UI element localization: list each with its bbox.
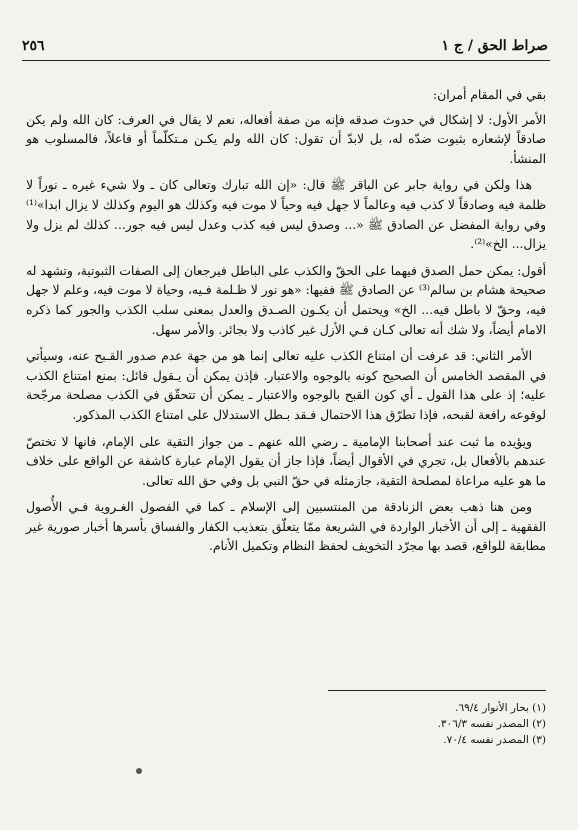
footnote-1: (١) بحار الأنوار ٦٩/٤. bbox=[455, 702, 546, 714]
paragraph-zanadiqa: ومن هنا ذهب بعض الزنادقة من المنتسبين إلى الإسلام ـ كما في الفصول الغـروية فـي الأُصول الفقهية ـ إلى أن الأخبار الواردة في الشريعة ممّا يتعلّق بتعذيب الكفار والفساق بأسرها أخبار صورية غير مطابقة للواقع، قصد بها مجرّد التخويف لحفظ النظام وتكميل الأنام. bbox=[26, 500, 546, 554]
page-number: ٢٥٦ bbox=[22, 38, 45, 54]
header-divider bbox=[22, 60, 550, 61]
paragraph-comment: أقول: يمكن حمل الصدق فيهما على الحقّ والكذب على الباطل فيرجعان إلى الصفات الثبوتية، وتشهد له صحيحة هشام بن سالم⁽³⁾ عن الصادق ﷺ ففيها: «هو نور لا ظـلمة فـيه، وحياة لا موت فيه، وعلم لا جهل فيه، وحقّ لا باطل فيه... الخ» ويحتمل أن يكـون الصـدق والعدل بمعنى سلب الكذب والجور كما ذكره الامام أيضاً، ولا شك أنه تعالى كـان فـي الأزل غير كاذب ولا بجائر. والأمر سهل. bbox=[26, 263, 546, 337]
paragraph-second-matter: الأمر الثاني: قد عرفت أن امتناع الكذب عليه تعالى إنما هو من جهة عدم صدور القـبح عنه، وسيأتي في المقصد الخامس أن الصحيح كونه بالوجوه والاعتبار. فإذن يمكن أن يـقول قائل: بمنع امتناع الكذب عليه؛ إذ على هذا القول ـ أي كون القبح بالوجوه والاعتبار ـ يمكن أن تتحقّق في الكذب مصلحة مرجّحة لوقوعه رافعة لقبحه، فإذا تطرّق هذا الاحتمال فـقد بـطل الاستدلال على امتناع الكذب المذكور. bbox=[26, 349, 546, 422]
body-text bbox=[26, 86, 546, 564]
paragraph-jabir-narration: هذا ولكن في رواية جابر عن الباقر ﷺ قال: «إن الله تبارك وتعالى كان ـ ولا شيء غيره ـ نوراً لا ظلمة فيه وصادقاً لا كذب فيه وعالماً لا جهل فيه وحياً لا موت فيه وكذلك هو اليوم وكذلك لا يزال ابدا»⁽¹⁾ وفي رواية المفضل عن الصادق ﷺ «... وصدق ليس فيه كذب وعدل ليس فيه جور... كذلك لم يزل ولا يزال... الخ»⁽²⁾. bbox=[26, 178, 546, 252]
stray-ink-mark bbox=[136, 768, 142, 774]
footnotes bbox=[246, 700, 546, 748]
footnote-3: (٣) المصدر نفسه ٧٠/٤. bbox=[443, 734, 546, 746]
paragraph-first-matter: الأمر الأول: لا إشكال في حدوث صدقه فإنه من صفة أفعاله، نعم لا يقال في العرف: كان الله ولم يكن صادقاً لإشعاره بثبوت ضدّه له، بل لابدّ أن تقول: كان الله ولم يكـن مـتكلّماً أو فاعلاً، فالمسلوب هو المنشأ. bbox=[26, 112, 546, 166]
footnote-divider bbox=[328, 690, 546, 691]
footnote-2: (٢) المصدر نفسه ٣٠٦/٣. bbox=[437, 718, 546, 730]
paragraph-taqiyya: ويؤيده ما ثبت عند أصحابنا الإمامية ـ رضي الله عنهم ـ من جواز التقية على الإمام، فانها لا تختصّ عندهم بالأفعال بل، تجري في الأقوال أيضاً، فإذا جاز أن يقول الإمام عبارة كاشفة عن الواقع على خلاف ما هو عليه مراعاة لمصلحة التقية، جازمثله في حقّ النبي بل وفي حق الله تعالى. bbox=[26, 434, 546, 488]
page-header bbox=[22, 34, 548, 58]
running-title: صراط الحق / ج ١ bbox=[441, 38, 548, 54]
paragraph-intro: بقي في المقام أمران: bbox=[433, 88, 546, 102]
